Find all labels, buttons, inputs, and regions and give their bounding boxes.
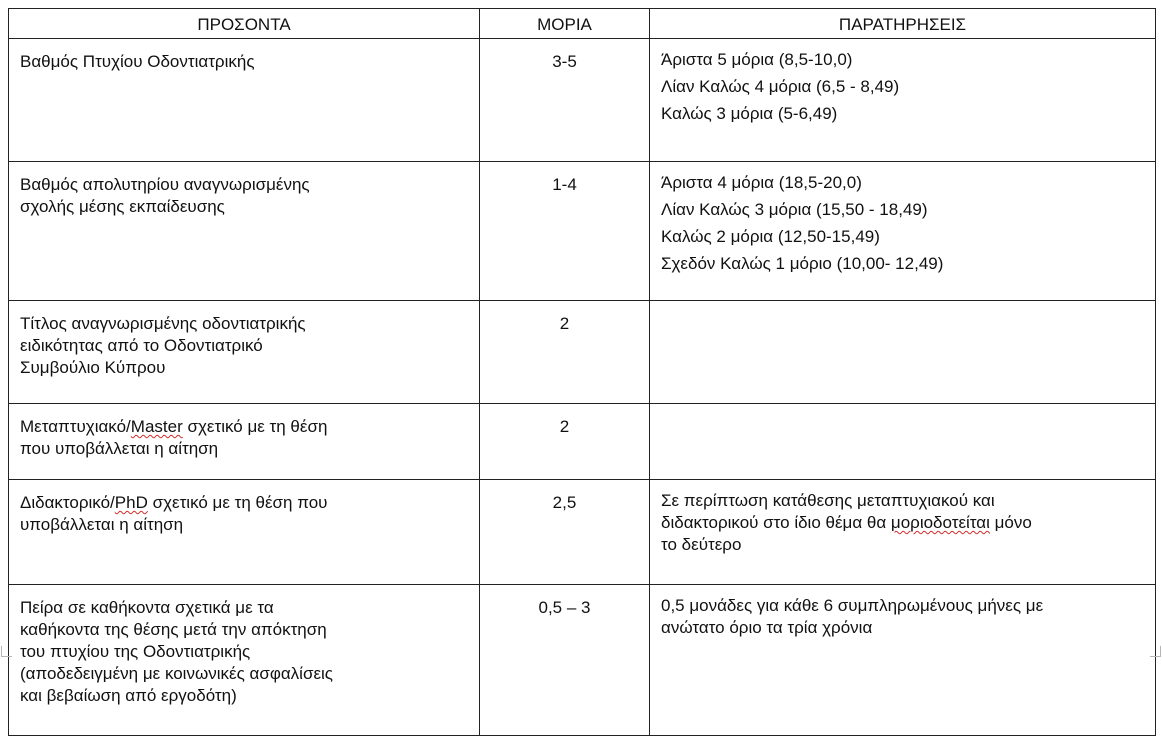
header-notes: ΠΑΡΑΤΗΡΗΣΕΙΣ	[650, 9, 1156, 39]
notes-cell	[650, 585, 1156, 736]
points-text: 2,5	[552, 493, 577, 512]
note-line: Σχεδόν Καλώς 1 μόριο (10,00- 12,49)	[661, 254, 944, 273]
table-header-row	[9, 9, 1156, 39]
points-text: 2	[559, 314, 570, 333]
spellcheck-word: μοριοδοτείται	[890, 513, 990, 532]
table-row	[9, 301, 1156, 404]
criteria-cell	[9, 585, 480, 736]
header-points: ΜΟΡΙΑ	[480, 9, 650, 39]
note-line: Καλώς 2 μόρια (12,50-15,49)	[661, 227, 880, 246]
points-cell	[480, 480, 650, 585]
criteria-text-pre: Μεταπτυχιακό/	[20, 417, 131, 436]
table-row	[9, 162, 1156, 301]
criteria-line	[20, 492, 471, 514]
criteria-cell	[9, 404, 480, 480]
qualifications-table	[8, 8, 1156, 736]
criteria-line	[20, 416, 471, 438]
criteria-text-post: σχετικό με τη θέση που	[147, 493, 328, 512]
note-text-pre: διδακτορικού στο ίδιο θέμα θα	[661, 513, 891, 532]
criteria-line: Συμβούλιο Κύπρου	[20, 358, 166, 377]
note-line: 0,5 μονάδες για κάθε 6 συμπληρωμένους μήνες με	[661, 596, 1044, 615]
points-cell	[480, 39, 650, 162]
table-row	[9, 480, 1156, 585]
note-line: ανώτατο όριο τα τρία χρόνια	[661, 618, 873, 637]
note-line: Άριστα 4 μόρια (18,5-20,0)	[661, 173, 862, 192]
note-line: Λίαν Καλώς 4 μόρια (6,5 - 8,49)	[661, 77, 900, 96]
criteria-text-post: σχετικό με τη θέση	[182, 417, 328, 436]
page-corner-marker	[1, 646, 12, 657]
criteria-cell	[9, 39, 480, 162]
criteria-line: του πτυχίου της Οδοντιατρικής	[20, 642, 251, 661]
criteria-line: ειδικότητας από το Οδοντιατρικό	[20, 336, 263, 355]
table-row	[9, 404, 1156, 480]
criteria-text: Βαθμός Πτυχίου Οδοντιατρικής	[20, 52, 255, 71]
points-text: 3-5	[552, 52, 577, 71]
spellcheck-word: PhD	[114, 493, 148, 512]
criteria-line: υποβάλλεται η αίτηση	[20, 515, 184, 534]
note-text-post: μόνο	[989, 513, 1032, 532]
table-row	[9, 585, 1156, 736]
criteria-cell	[9, 480, 480, 585]
criteria-line: Τίτλος αναγνωρισμένης οδοντιατρικής	[20, 314, 306, 333]
points-cell	[480, 301, 650, 404]
points-text: 0,5 – 3	[538, 598, 591, 617]
criteria-line: καθήκοντα της θέσης μετά την απόκτηση	[20, 620, 327, 639]
notes-cell	[650, 404, 1156, 480]
notes-cell	[650, 301, 1156, 404]
note-line: Καλώς 3 μόρια (5-6,49)	[661, 104, 838, 123]
spellcheck-word: Master	[130, 417, 183, 436]
notes-cell	[650, 162, 1156, 301]
criteria-cell	[9, 162, 480, 301]
table-row	[9, 39, 1156, 162]
note-line: Σε περίπτωση κατάθεσης μεταπτυχιακού και	[661, 491, 995, 510]
note-line: Λίαν Καλώς 3 μόρια (15,50 - 18,49)	[661, 200, 928, 219]
notes-cell	[650, 39, 1156, 162]
criteria-line: και βεβαίωση από εργοδότη)	[20, 686, 237, 705]
criteria-line: Πείρα σε καθήκοντα σχετικά με τα	[20, 598, 274, 617]
points-cell	[480, 404, 650, 480]
note-line: το δεύτερο	[661, 535, 742, 554]
criteria-line: (αποδεδειγμένη με κοινωνικές ασφαλίσεις	[20, 664, 333, 683]
criteria-line: σχολής μέσης εκπαίδευσης	[20, 197, 225, 216]
notes-cell	[650, 480, 1156, 585]
points-text: 1-4	[552, 175, 577, 194]
criteria-cell	[9, 301, 480, 404]
page-corner-marker	[1150, 646, 1161, 657]
criteria-line: που υποβάλλεται η αίτηση	[20, 439, 219, 458]
points-cell	[480, 585, 650, 736]
note-line	[661, 512, 1145, 534]
header-criteria: ΠΡΟΣΟΝΤΑ	[9, 9, 480, 39]
points-cell	[480, 162, 650, 301]
note-line: Άριστα 5 μόρια (8,5-10,0)	[661, 50, 853, 69]
criteria-text-pre: Διδακτορικό/	[20, 493, 115, 512]
points-text: 2	[559, 417, 570, 436]
criteria-line: Βαθμός απολυτηρίου αναγνωρισμένης	[20, 175, 310, 194]
